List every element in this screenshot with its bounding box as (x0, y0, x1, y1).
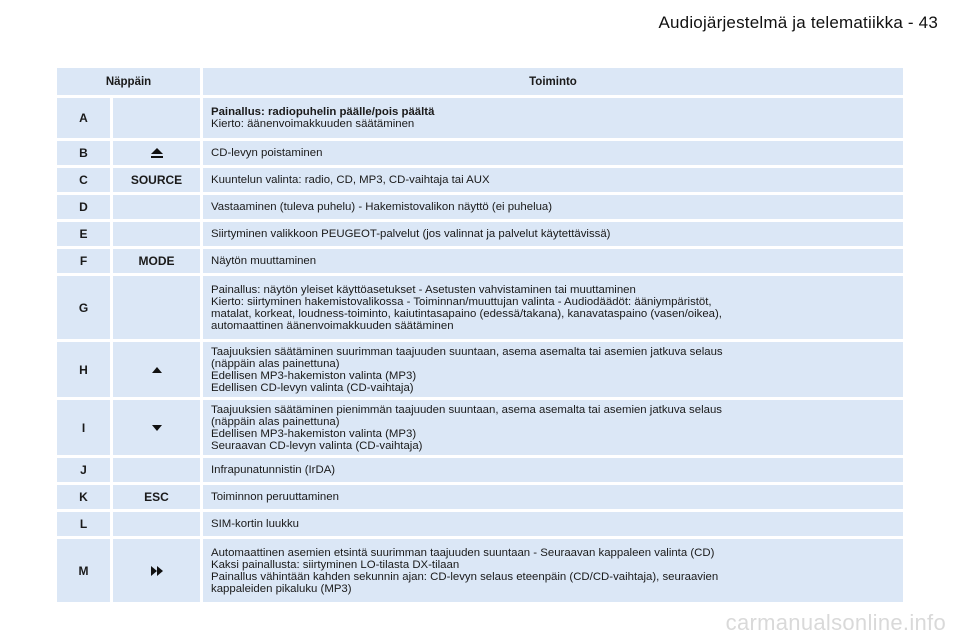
button-label: SOURCE (113, 168, 200, 192)
watermark: carmanualsonline.info (725, 610, 946, 635)
function-description (203, 485, 903, 509)
table-row (57, 222, 903, 246)
key-letter: D (57, 195, 110, 219)
key-letter: C (57, 168, 110, 192)
function-description (203, 342, 903, 397)
column-header-key: Näppäin (57, 68, 200, 95)
description-line: Kaksi painallusta: siirtyminen LO-tilasta DX-tilaan (211, 558, 460, 571)
button-label (113, 342, 200, 397)
description-line: Seuraavan CD-levyn valinta (CD-vaihtaja) (211, 439, 423, 452)
description-line: Vastaaminen (tuleva puhelu) - Hakemistovalikon näyttö (ei puhelua) (211, 201, 553, 213)
button-label (113, 195, 200, 219)
description-line: (näppäin alas painettuna) (211, 357, 340, 370)
description-line: CD-levyn poistaminen (211, 147, 323, 159)
function-description (203, 400, 903, 455)
key-letter: L (57, 512, 110, 536)
button-label (113, 141, 200, 165)
function-description (203, 98, 903, 138)
description-line: Edellisen CD-levyn valinta (CD-vaihtaja) (211, 381, 414, 394)
key-letter: A (57, 98, 110, 138)
table-row (57, 400, 903, 455)
table-row (57, 512, 903, 536)
description-line: Siirtyminen valikkoon PEUGEOT-palvelut (jos valinnat ja palvelut käytettävissä) (211, 228, 611, 240)
key-letter: I (57, 400, 110, 455)
description-line: Painallus: näytön yleiset käyttöasetukset - Asetusten vahvistaminen tai muuttaminen (211, 283, 636, 296)
button-function-table (57, 68, 903, 605)
description-line: Kuuntelun valinta: radio, CD, MP3, CD-vaihtaja tai AUX (211, 174, 490, 186)
description-line: automaattinen äänenvoimakkuuden säätäminen (211, 319, 454, 332)
arrow-up-icon (150, 365, 164, 375)
key-letter: H (57, 342, 110, 397)
table-row (57, 276, 903, 339)
description-line: kappaleiden pikaluku (MP3) (211, 582, 352, 595)
description-line: Kierto: äänenvoimakkuuden säätäminen (211, 118, 415, 130)
button-label: ESC (113, 485, 200, 509)
function-description (203, 539, 903, 602)
key-letter: F (57, 249, 110, 273)
table-header-row (57, 68, 903, 95)
button-label (113, 222, 200, 246)
function-description (203, 141, 903, 165)
button-label (113, 539, 200, 602)
description-line: Taajuuksien säätäminen pienimmän taajuuden suuntaan, asema asemalta tai asemien jatkuva selaus (211, 403, 722, 416)
button-label (113, 276, 200, 339)
button-label: MODE (113, 249, 200, 273)
button-label (113, 458, 200, 482)
description-line: Taajuuksien säätäminen suurimman taajuuden suuntaan, asema asemalta tai asemien jatkuva selaus (211, 345, 723, 358)
button-label (113, 512, 200, 536)
button-label (113, 98, 200, 138)
key-letter: G (57, 276, 110, 339)
table-row (57, 539, 903, 602)
arrow-down-icon (150, 423, 164, 433)
key-letter: M (57, 539, 110, 602)
key-letter: J (57, 458, 110, 482)
table-row (57, 485, 903, 509)
function-description (203, 222, 903, 246)
description-line: Toiminnon peruuttaminen (211, 491, 339, 503)
description-line: Painallus vähintään kahden sekunnin ajan: CD-levyn selaus eteenpäin (CD/CD-vaihtaja), seuraavien (211, 570, 719, 583)
table-row (57, 168, 903, 192)
function-description (203, 195, 903, 219)
function-description (203, 249, 903, 273)
column-header-function: Toiminto (203, 68, 903, 95)
description-line: Painallus: radiopuhelin päälle/pois päältä (211, 106, 435, 118)
description-line: Edellisen MP3-hakemiston valinta (MP3) (211, 369, 417, 382)
function-description (203, 458, 903, 482)
table-row (57, 342, 903, 397)
description-line: Infrapunatunnistin (IrDA) (211, 464, 336, 476)
key-letter: B (57, 141, 110, 165)
description-line: Näytön muuttaminen (211, 255, 317, 267)
table-row (57, 141, 903, 165)
description-line: matalat, korkeat, loudness-toiminto, kaiutintasapaino (edessä/takana), kanavataspaino (vasen/oikea), (211, 307, 722, 320)
description-line: Kierto: siirtyminen hakemistovalikossa - Toiminnan/muuttujan valinta - Audiodäädöt: ääniympäristöt, (211, 295, 712, 308)
button-label (113, 400, 200, 455)
table-row (57, 458, 903, 482)
table-body (57, 98, 903, 602)
description-line: Edellisen MP3-hakemiston valinta (MP3) (211, 427, 417, 440)
fast-forward-icon (150, 565, 164, 577)
eject-icon (149, 147, 165, 159)
key-letter: K (57, 485, 110, 509)
function-description (203, 168, 903, 192)
function-description (203, 512, 903, 536)
table-row (57, 195, 903, 219)
description-line: (näppäin alas painettuna) (211, 415, 340, 428)
table-row (57, 98, 903, 138)
page-title: Audiojärjestelmä ja telematiikka - 43 (658, 13, 938, 32)
table-row (57, 249, 903, 273)
description-line: Automaattinen asemien etsintä suurimman taajuuden suuntaan - Seuraavan kappaleen valinta (CD) (211, 546, 715, 559)
description-line: SIM-kortin luukku (211, 518, 299, 530)
function-description (203, 276, 903, 339)
key-letter: E (57, 222, 110, 246)
